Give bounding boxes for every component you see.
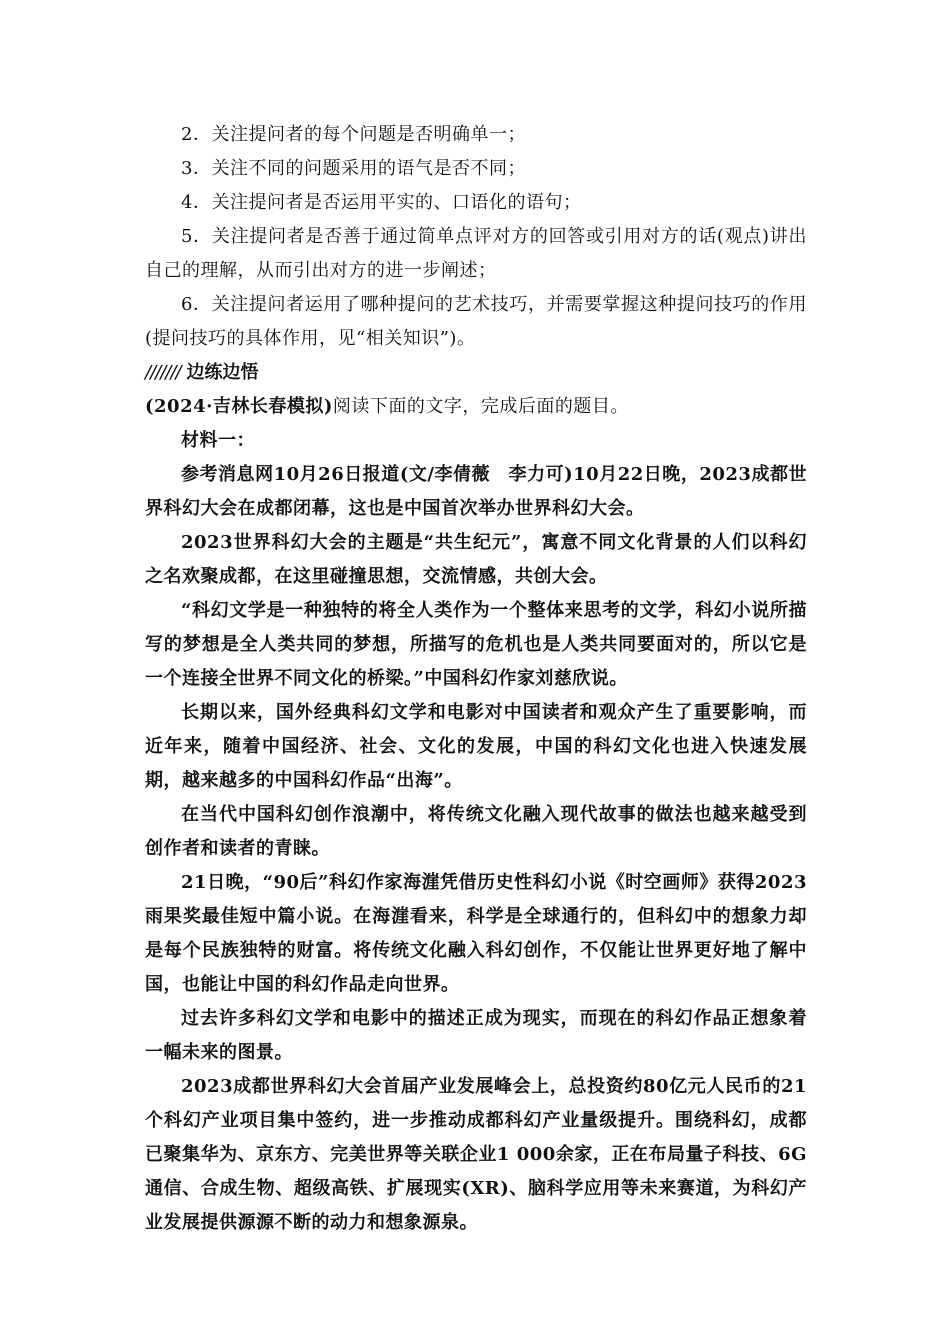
material-paragraph: 过去许多科幻文学和电影中的描述正成为现实，而现在的科幻作品正想象着一幅未来的图景。: [145, 1008, 807, 1063]
section-title: 边练边悟: [186, 362, 259, 383]
section-slashes-decoration: ///////: [145, 362, 181, 383]
material-paragraph: 长期以来，国外经典科幻文学和电影对中国读者和观众产生了重要影响，而近年来，随着中国经济、社会、文化的发展，中国的科幻文化也进入快速发展期，越来越多的中国科幻作品“出海”。: [145, 702, 807, 791]
material-paragraph: 2023成都世界科幻大会首届产业发展峰会上，总投资约80亿元人民币的21个科幻产业项目集中签约，进一步推动成都科幻产业量级提升。围绕科幻，成都已聚集华为、京东方、完美世界等关联企业1 000余家，正在布局量子科技、6G通信、合成生物、超级高铁、扩展现实(XR)、脑科学应用等未来赛道，为科幻产业发展提供源源不断的动力和想象源泉。: [145, 1076, 807, 1233]
page-content: [145, 118, 807, 1240]
material-paragraph: “科幻文学是一种独特的将全人类作为一个整体来思考的文学，科幻小说所描写的梦想是全人类共同的梦想，所描写的危机也是人类共同要面对的，所以它是一个连接全世界不同文化的桥梁。”中国科幻作家刘慈欣说。: [145, 600, 807, 689]
material-paragraph: 2023世界科幻大会的主题是“共生纪元”，寓意不同文化背景的人们以科幻之名欢聚成都，在这里碰撞思想，交流情感，共创大会。: [145, 532, 807, 587]
tip-item: 2．关注提问者的每个问题是否明确单一；: [181, 124, 526, 145]
material-heading: 材料一：: [181, 430, 255, 451]
source-label: (2024·吉林长春模拟): [145, 396, 333, 417]
tip-item: 6．关注提问者运用了哪种提问的艺术技巧，并需要掌握这种提问技巧的作用(提问技巧的具体作用，见“相关知识”)。: [145, 294, 807, 349]
section-heading: [145, 356, 807, 390]
material-paragraph: 21日晚，“90后”科幻作家海漄凭借历史性科幻小说《时空画师》获得2023雨果奖最佳短中篇小说。在海漄看来，科学是全球通行的，但科幻中的想象力却是每个民族独特的财富。将传统文化融入科幻创作，不仅能让世界更好地了解中国，也能让中国的科幻作品走向世界。: [145, 872, 807, 995]
source-instruction: 阅读下面的文字，完成后面的题目。: [332, 396, 629, 417]
tip-item: 4．关注提问者是否运用平实的、口语化的语句；: [181, 192, 582, 213]
source-line: [145, 390, 807, 424]
tip-item: 3．关注不同的问题采用的语气是否不同；: [181, 158, 526, 179]
tip-item: 5．关注提问者是否善于通过简单点评对方的回答或引用对方的话(观点)讲出自己的理解，从而引出对方的进一步阐述；: [145, 226, 807, 281]
material-paragraph: 在当代中国科幻创作浪潮中，将传统文化融入现代故事的做法也越来越受到创作者和读者的青睐。: [145, 804, 807, 859]
material-paragraph: 参考消息网10月26日报道(文/李倩薇 李力可)10月22日晚，2023成都世界科幻大会在成都闭幕，这也是中国首次举办世界科幻大会。: [145, 464, 807, 519]
